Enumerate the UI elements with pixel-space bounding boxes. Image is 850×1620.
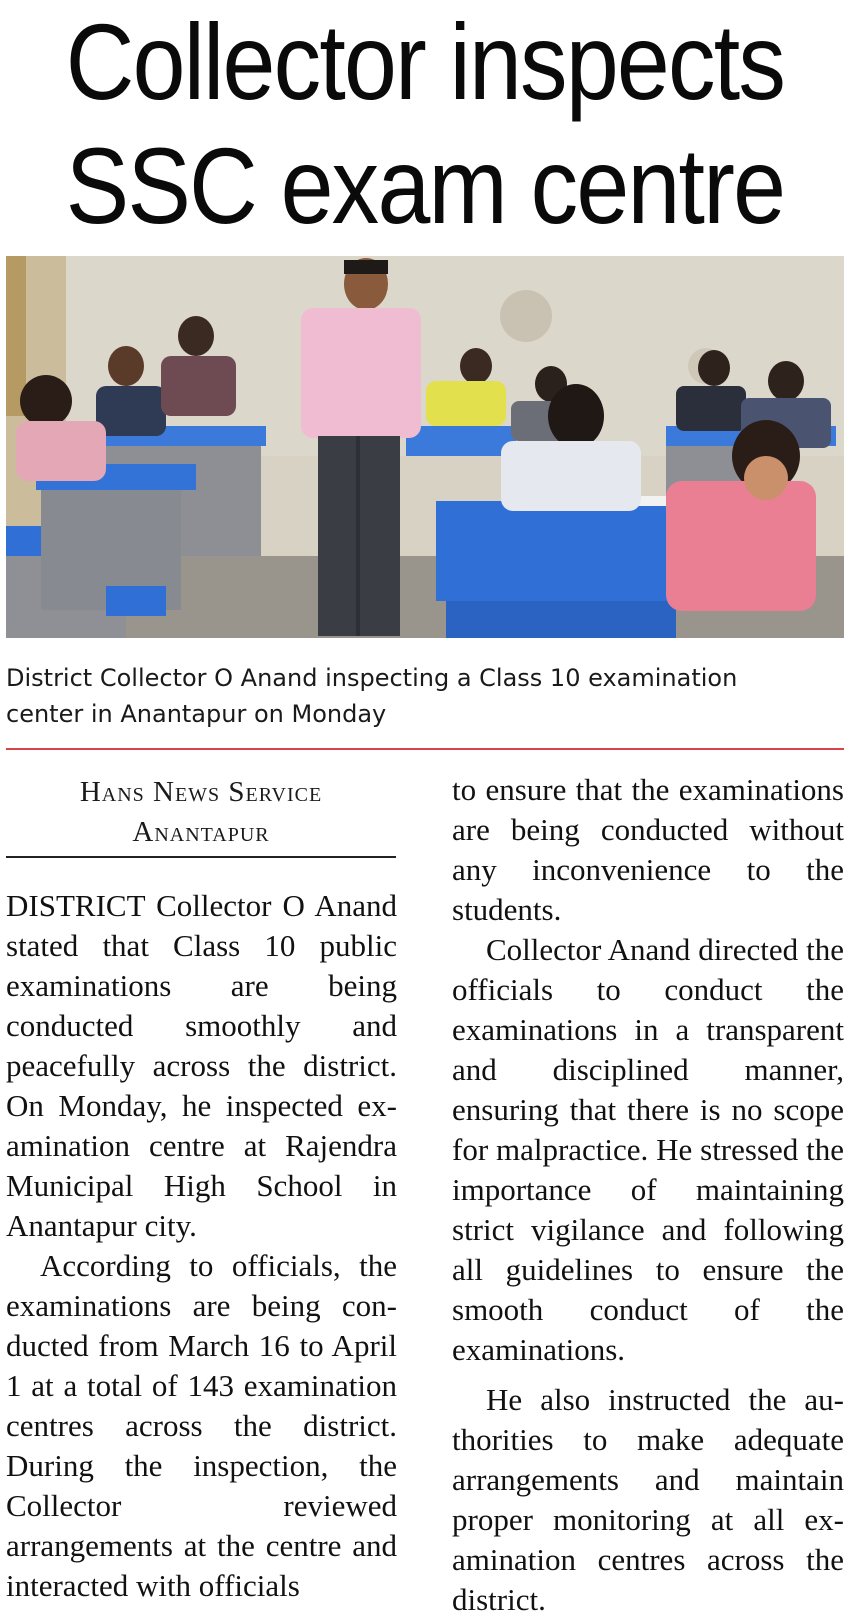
classroom-photo-icon bbox=[6, 256, 844, 638]
article-column-2 bbox=[452, 770, 844, 1620]
paragraph: DISTRICT Collector O Anand stated that Class 10 public examinations are being conducted smoothly and peacefully across the district. On Monday, he inspected examination centre at Rajendra Municipal High School in Anantapur city. bbox=[6, 888, 397, 1243]
headline-line-2: SSC exam centre bbox=[65, 125, 785, 246]
byline-place: Anantapur bbox=[132, 816, 270, 848]
paragraph: He also instructed the authorities to make adequate arrangements and maintain proper monitoring at all examination centres across the district. bbox=[452, 1382, 844, 1617]
headline bbox=[0, 0, 850, 250]
headline-line-1: Collector inspects bbox=[65, 1, 785, 122]
caption-divider bbox=[6, 748, 844, 750]
caption-line-2: center in Anantapur on Monday bbox=[6, 700, 387, 728]
paragraph: According to officials, the examinations are being conducted from March 16 to April 1 at a total of 143 examination centres across the district. During the inspection, the Collector reviewed arrangements at the centre and interacted with officials bbox=[6, 1248, 397, 1603]
byline-agency: Hans News Service bbox=[79, 776, 323, 808]
byline-divider bbox=[6, 856, 396, 858]
byline bbox=[6, 772, 396, 852]
paragraph: Collector Anand directed the officials to conduct the examinations in a transparent and disciplined manner, ensuring that there is no scope for malpractice. He stressed the importance of maintaining strict vigilance and following all guidelines to ensure the smooth conduct of the examinations. bbox=[452, 932, 844, 1367]
article-photo bbox=[6, 256, 844, 638]
article-column-1 bbox=[6, 886, 397, 1606]
caption-line-1: District Collector O Anand inspecting a Class 10 examination bbox=[6, 664, 738, 692]
photo-caption bbox=[6, 660, 844, 732]
paragraph: to ensure that the examinations are being conducted without any inconvenience to the students. bbox=[452, 772, 844, 927]
